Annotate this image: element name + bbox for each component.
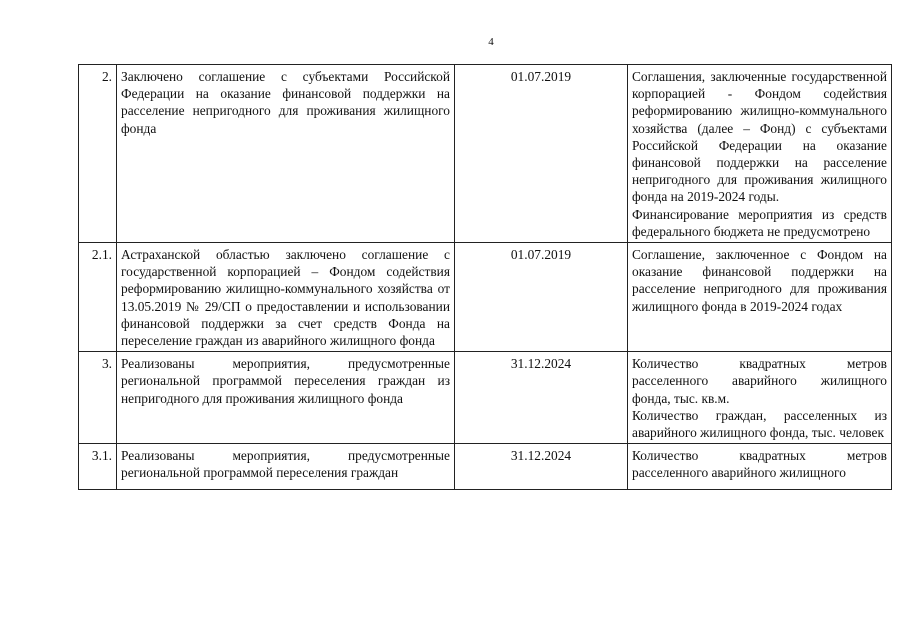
deadline-date: 31.12.2024 — [455, 444, 628, 490]
measure-text: Астраханской областью заключено соглашение с государственной корпорацией – Фондом содействия реформированию жилищно-коммунального хозяйства от 13.05.2019 № 29/СП о предоставлении и использовании финансовой поддержки за счет средств Фонда на переселение граждан из аварийного жилищного фонда — [117, 243, 455, 352]
page-number: 4 — [488, 36, 494, 48]
result-paragraph: Количество квадратных метров расселенного аварийного жилищного фонда, тыс. кв.м. — [632, 356, 887, 406]
measures-table — [78, 64, 892, 490]
deadline-date: 01.07.2019 — [455, 243, 628, 352]
result-paragraph: Соглашения, заключенные государственной корпорацией - Фондом содействия реформированию жилищно-коммунального хозяйства (далее – Фонд) с субъектами Российской Федерации на оказание финансовой поддержки на расселение непригодного для проживания жилищного фонда на 2019-2024 годы. — [632, 69, 887, 205]
result-clip — [632, 447, 887, 487]
result-paragraph: Количество квадратных метров расселенного аварийного жилищного — [632, 448, 887, 481]
measure-text: Реализованы мероприятия, предусмотренные региональной программой переселения граждан из непригодного для проживания жилищного фонда — [117, 352, 455, 444]
row-number: 2. — [79, 65, 117, 243]
table-row — [79, 243, 892, 352]
result-cell — [628, 243, 892, 352]
table-row — [79, 444, 892, 490]
measure-text-content: Реализованы мероприятия, предусмотренные региональной программой переселения граждан — [121, 448, 450, 481]
row-number: 3.1. — [79, 444, 117, 490]
measure-text: Заключено соглашение с субъектами Российской Федерации на оказание финансовой поддержки на расселение непригодного для проживания жилищного фонда — [117, 65, 455, 243]
row-number: 3. — [79, 352, 117, 444]
result-paragraph: Финансирование мероприятия из средств федерального бюджета не предусмотрено — [632, 206, 887, 239]
result-paragraph: Количество граждан, расселенных из аварийного жилищного фонда, тыс. человек — [632, 407, 887, 441]
table-row — [79, 65, 892, 243]
deadline-date: 01.07.2019 — [455, 65, 628, 243]
deadline-date: 31.12.2024 — [455, 352, 628, 444]
result-cell — [628, 65, 892, 243]
row-number: 2.1. — [79, 243, 117, 352]
measure-text — [117, 444, 455, 490]
result-cell — [628, 444, 892, 490]
result-paragraph: Соглашение, заключенное с Фондом на оказание финансовой поддержки на расселение непригодного для проживания жилищного фонда в 2019-2024 годах — [632, 247, 887, 314]
result-cell — [628, 352, 892, 444]
table-row — [79, 352, 892, 444]
